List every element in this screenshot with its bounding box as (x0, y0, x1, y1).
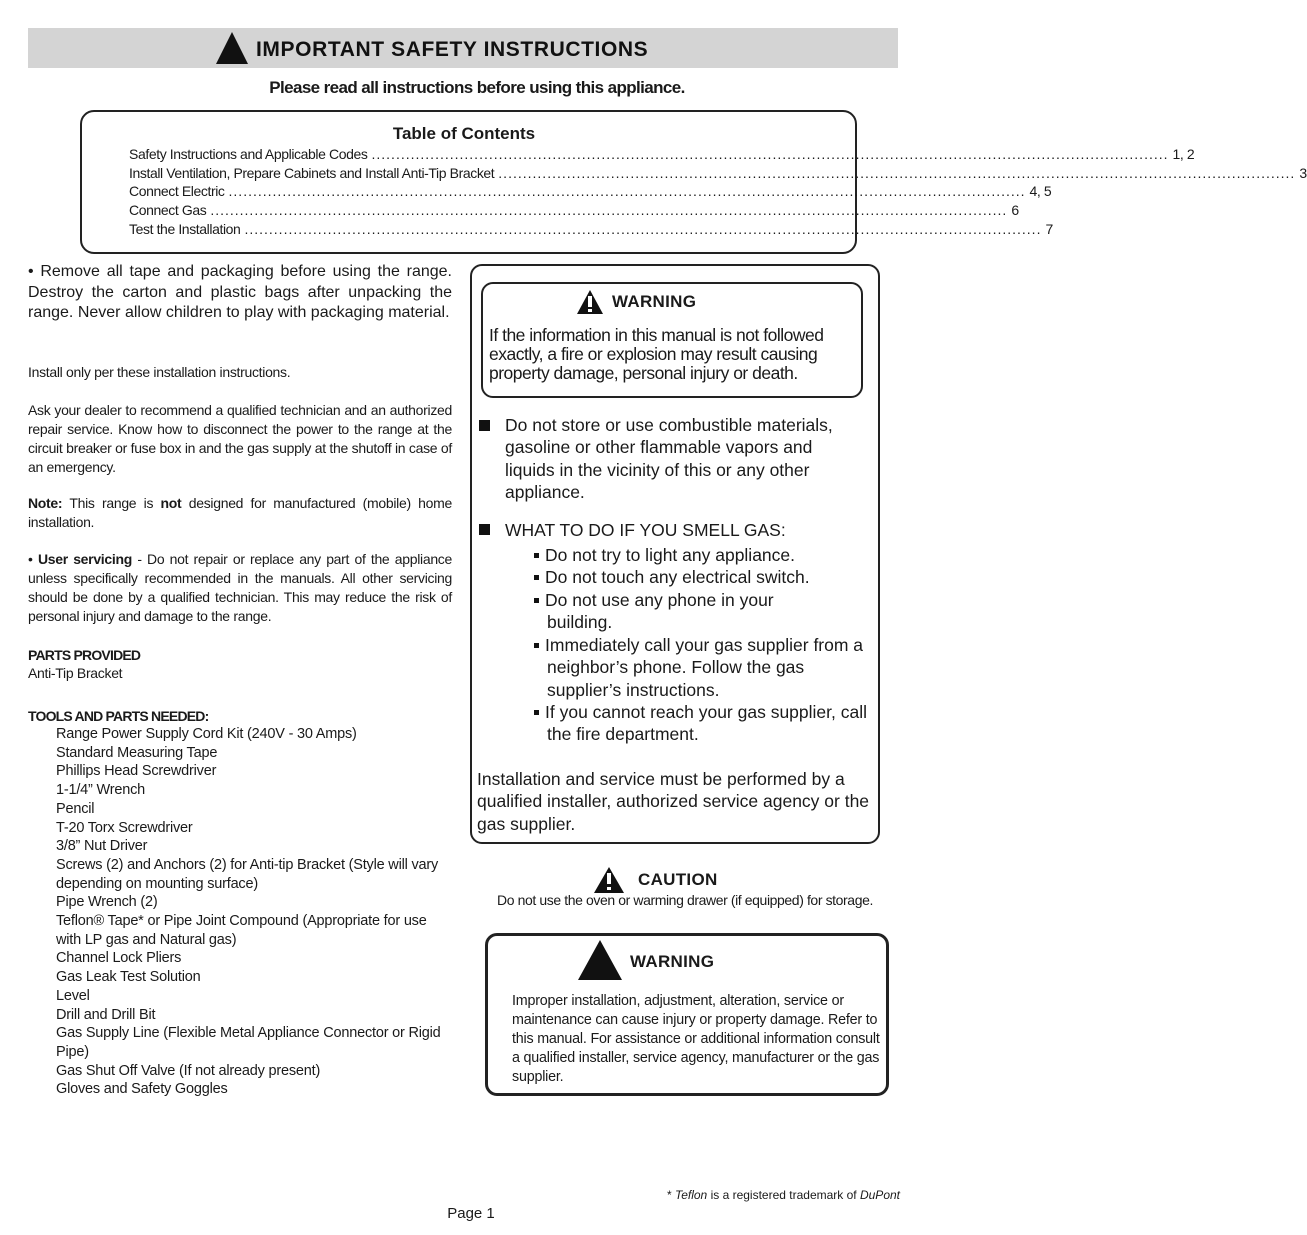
trademark-footnote (560, 1188, 900, 1202)
list-item: Gas Supply Line (Flexible Metal Appliance Connector or Rigid Pipe) (56, 1025, 441, 1060)
footnote-text: is a registered trademark of (707, 1188, 860, 1202)
warning-icon (577, 290, 603, 314)
toc-entry[interactable] (129, 146, 1195, 162)
toc-leader-dots: ................................................................................................................................................................... (210, 202, 1008, 218)
toc-entry[interactable] (129, 183, 1052, 199)
list-item: Pencil (56, 800, 95, 817)
combustibles-warning: Do not store or use combustible materials, gasoline or other flammable vapors and liquids in the vicinity of this or any other appliance. (505, 415, 833, 503)
toc-title: Table of Contents (392, 124, 536, 143)
intro-paragraph: • Remove all tape and packaging before using the range. Destroy the carton and plastic bags after unpacking the range. Never allow children to play with packaging material. (28, 263, 452, 321)
list-item: Pipe Wrench (2) (56, 894, 158, 911)
list-item: Teflon® Tape* or Pipe Joint Compound (Appropriate for use with LP gas and Natural gas) (56, 913, 427, 948)
bullet-icon (534, 575, 539, 580)
toc-leader-dots: ................................................................................................................................................................... (244, 221, 1042, 237)
list-item: Screws (2) and Anchors (2) for Anti-tip Bracket (Style will vary depending on mounting surface) (56, 856, 439, 892)
gas-instruction-text: Do not try to light any appliance. (545, 545, 796, 565)
list-item: T-20 Torx Screwdriver (56, 819, 193, 836)
bullet-icon (534, 553, 539, 558)
list-item: Level (56, 987, 90, 1004)
toc-entry-page: 4, 5 (1029, 183, 1052, 199)
toc-entry-page: 6 (1011, 202, 1019, 218)
caution-label: CAUTION (638, 870, 718, 889)
warning-label: WARNING (612, 292, 697, 311)
toc-leader-dots: ................................................................................................................................................................... (228, 183, 1026, 199)
warning-text: Improper installation, adjustment, alteration, service or maintenance can cause injury or property damage. Refer to this manual. For assistance or additional information consult a qualified installer, service agency, manufacturer or the gas supplier. (512, 993, 880, 1085)
tools-list (56, 725, 452, 1099)
gas-instruction-text: Do not use any phone in your building. (545, 590, 774, 633)
page-title: IMPORTANT SAFETY INSTRUCTIONS (256, 38, 649, 61)
parts-provided-item: Anti-Tip Bracket (28, 665, 123, 681)
tools-heading: TOOLS AND PARTS NEEDED: (28, 708, 209, 724)
list-item: 3/8” Nut Driver (56, 838, 148, 855)
note-emphasis: not (160, 495, 182, 511)
gas-instruction (534, 589, 817, 634)
toc-entry-text: Connect Gas (129, 202, 207, 218)
list-item: Phillips Head Screwdriver (56, 763, 217, 780)
list-item: Gloves and Safety Goggles (56, 1081, 228, 1098)
warning-triangle-icon (216, 32, 248, 64)
gas-instruction-text: Immediately call your gas supplier from a neighbor’s phone. Follow the gas supplier’s instructions. (545, 635, 864, 700)
user-servicing-label: User servicing (37, 551, 132, 567)
user-servicing-text: - Do not repair or replace any part of the appliance unless specifically recommended in the manuals. All other servicing should be done by a qualified technician. This may reduce the risk of personal injury and damage to the range. (28, 551, 452, 624)
gas-instruction-text: Do not touch any electrical switch. (545, 567, 810, 587)
gas-instruction-text: If you cannot reach your gas supplier, call the fire department. (545, 702, 867, 745)
warning-text: If the information in this manual is not followed exactly, a fire or explosion may result causing property damage, personal injury or death. (489, 325, 824, 383)
list-item: Gas Shut Off Valve (If not already present) (56, 1062, 321, 1079)
toc-entry-page: 1, 2 (1172, 146, 1195, 162)
list-item: 1-1/4” Wrench (56, 782, 146, 799)
warning-label: WARNING (630, 952, 715, 971)
gas-instruction (534, 634, 864, 701)
user-servicing-paragraph (28, 550, 452, 626)
gas-instruction (534, 701, 870, 746)
toc-leader-dots: ................................................................................................................................................................... (498, 165, 1296, 181)
toc-entry[interactable] (129, 165, 1307, 181)
toc-entry-page: 7 (1045, 221, 1053, 237)
caution-icon (594, 867, 624, 893)
bullet-icon (534, 643, 539, 648)
ask-dealer-paragraph: Ask your dealer to recommend a qualified technician and an authorized repair service. Know how to disconnect the power to the range at the circuit breaker or fuse box in and the gas supply at the shutoff in case of an emergency. (28, 402, 452, 475)
install-only-text: Install only per these installation instructions. (28, 364, 291, 380)
toc-entry-page: 3 (1299, 165, 1307, 181)
bullet-icon (534, 710, 539, 715)
toc-entry-text: Connect Electric (129, 183, 225, 199)
list-item: Channel Lock Pliers (56, 950, 182, 967)
installation-service-note: Installation and service must be performed by a qualified installer, authorized service agency or the gas supplier. (477, 769, 870, 834)
footnote-owner: DuPont (859, 1188, 900, 1202)
smell-gas-heading: WHAT TO DO IF YOU SMELL GAS: (505, 520, 786, 540)
gas-instruction (534, 566, 864, 588)
square-bullet-icon (479, 524, 490, 535)
list-item: Drill and Drill Bit (56, 1006, 156, 1023)
parts-provided-heading: PARTS PROVIDED (28, 647, 141, 663)
page-number: Page 1 (447, 1205, 495, 1222)
list-item: Gas Leak Test Solution (56, 969, 201, 986)
bullet: • (28, 551, 38, 567)
footnote-star: * (666, 1188, 675, 1202)
toc-entry-text: Test the Installation (129, 221, 241, 237)
caution-text: Do not use the oven or warming drawer (if equipped) for storage. (497, 892, 873, 908)
gas-instruction (534, 544, 864, 566)
toc-leader-dots: ................................................................................................................................................................... (371, 146, 1169, 162)
page-subtitle: Please read all instructions before using this appliance. (269, 78, 685, 97)
toc-entry[interactable] (129, 202, 1019, 218)
note-text-post: designed for manufactured (mobile) home installation. (28, 495, 453, 530)
note-text-pre: This range is (62, 495, 161, 511)
list-item: Standard Measuring Tape (56, 744, 218, 761)
toc-entry-text: Safety Instructions and Applicable Codes (129, 146, 368, 162)
toc-entry[interactable] (129, 221, 1053, 237)
list-item: Range Power Supply Cord Kit (240V - 30 Amps) (56, 726, 357, 742)
square-bullet-icon (479, 420, 490, 431)
toc-entry-text: Install Ventilation, Prepare Cabinets and Install Anti-Tip Bracket (129, 165, 495, 181)
warning-triangle-icon (578, 940, 622, 980)
bullet-icon (534, 598, 539, 603)
note-paragraph (28, 494, 452, 532)
footnote-brand: Teflon (674, 1188, 708, 1202)
note-label: Note: (28, 495, 63, 511)
